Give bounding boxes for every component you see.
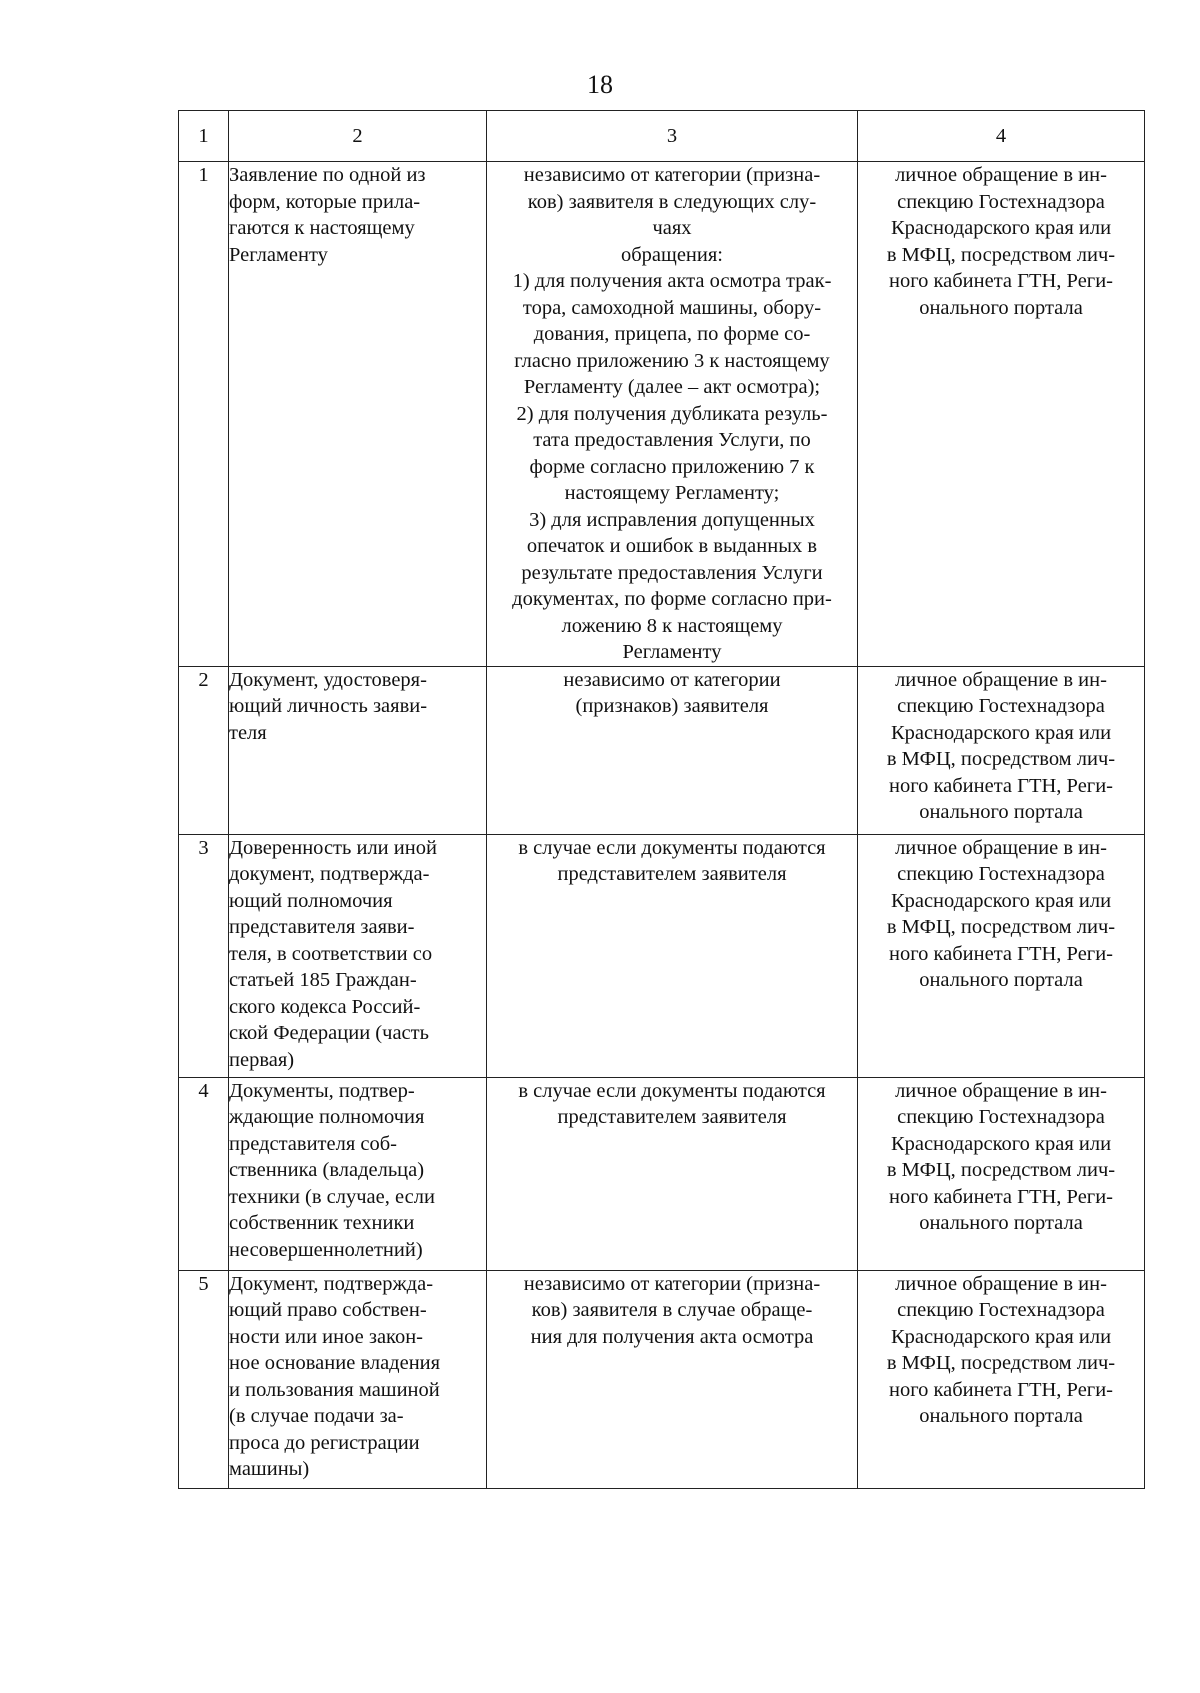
document-line: собственник техники [229,1212,415,1234]
condition-line: дования, прицепа, по форме со- [533,323,811,345]
method-line: в МФЦ, посредством лич- [886,916,1116,938]
condition-line: в случае если документы подаются [518,1079,826,1102]
document-line: статьей 185 Граждан- [229,969,417,991]
document-line: машины) [229,1458,310,1480]
document-line: форм, которые прила- [229,190,421,213]
method-line: ного кабинета ГТН, Реги- [888,270,1113,292]
method-line: спекцию Гостехнадзора [897,695,1105,717]
condition-line: независимо от категории [563,668,781,691]
method-line: ного кабинета ГТН, Реги- [888,942,1113,965]
condition-line: опечаток и ошибок в выданных в [526,535,818,557]
condition-line: 3) для исправления допущенных [529,508,815,531]
condition-line: тора, самоходной машины, обору- [522,296,822,319]
submission-condition-cell [487,162,858,667]
table-row [179,1270,1145,1488]
condition-line: независимо от категории (призна- [523,164,821,186]
submission-method-cell [858,1270,1145,1488]
document-line: проса до регистрации [229,1431,420,1454]
method-line: Краснодарского края или [890,889,1112,912]
document-line: (в случае подачи за- [229,1405,404,1427]
document-line: Регламенту [229,243,328,266]
method-line: спекцию Гостехнадзора [897,1106,1105,1128]
documents-table [178,110,1145,1489]
document-line: ющий полномочия [229,889,393,912]
document-line: Заявление по одной из [229,164,426,186]
document-line: Документ, подтвержда- [229,1272,434,1295]
document-name-cell [229,666,487,834]
method-line: личное обращение в ин- [895,836,1107,859]
document-line: теля, в соответствии со [229,942,433,965]
condition-line: 2) для получения дубликата резуль- [516,402,828,425]
submission-method-cell [858,666,1145,834]
condition-line: ния для получения акта осмотра [530,1325,814,1348]
document-line: представителя заяви- [229,916,415,938]
header-col-4: 4 [858,111,1145,162]
document-name-cell [229,1077,487,1270]
header-col-1: 1 [179,111,229,162]
page-number: 18 [587,70,613,99]
method-line: личное обращение в ин- [895,1272,1107,1295]
method-line: ного кабинета ГТН, Реги- [888,1378,1113,1401]
document-line: Доверенность или иной [229,836,437,859]
condition-line: форме согласно приложению 7 к [529,455,815,478]
method-line: онального портала [919,296,1083,319]
document-line: ющий личность заяви- [229,695,428,717]
condition-line: чаях [652,217,692,239]
table-body [179,162,1145,1489]
document-line: ности или иное закон- [229,1325,424,1348]
table-row [179,666,1145,834]
method-line: личное обращение в ин- [895,1079,1107,1102]
condition-line: Регламенту [622,641,722,663]
submission-method-cell [858,834,1145,1077]
method-line: в МФЦ, посредством лич- [886,1159,1116,1181]
condition-line: настоящему Регламенту; [564,482,780,504]
document-line: Документ, удостоверя- [229,668,427,691]
row-number: 5 [179,1270,229,1488]
method-line: личное обращение в ин- [895,668,1107,691]
document-line: ской Федерации (часть [229,1022,429,1044]
condition-line: тата предоставления Услуги, по [533,429,811,451]
method-line: спекцию Гостехнадзора [897,190,1105,213]
document-line: и пользования машиной [229,1378,440,1401]
method-line: онального портала [919,969,1083,991]
method-line: ного кабинета ГТН, Реги- [888,774,1113,797]
method-line: Краснодарского края или [890,721,1112,744]
method-line: Краснодарского края или [890,1132,1112,1155]
document-name-cell [229,834,487,1077]
condition-line: независимо от категории (призна- [523,1272,821,1295]
condition-line: обращения: [621,243,723,266]
document-line: техники (в случае, если [229,1185,435,1208]
header-col-2: 2 [229,111,487,162]
method-line: Краснодарского края или [890,217,1112,239]
document-line: несовершеннолетний) [229,1238,423,1261]
method-line: в МФЦ, посредством лич- [886,243,1116,266]
submission-method-cell [858,162,1145,667]
document-line: первая) [229,1048,295,1071]
condition-line: представителем заявителя [557,1106,787,1128]
table-row [179,162,1145,667]
condition-line: ков) заявителя в следующих слу- [527,190,817,213]
method-line: онального портала [919,801,1083,823]
method-line: в МФЦ, посредством лич- [886,748,1116,770]
condition-line: результате предоставления Услуги [521,561,823,584]
method-line: личное обращение в ин- [895,164,1107,186]
row-number: 3 [179,834,229,1077]
document-line: документ, подтвержда- [229,863,430,885]
method-line: спекцию Гостехнадзора [897,1299,1105,1321]
document-line: представителя соб- [229,1132,397,1155]
document-line: теля [229,721,267,744]
condition-line: представителем заявителя [557,863,787,885]
submission-method-cell [858,1077,1145,1270]
method-line: онального портала [919,1212,1083,1234]
condition-line: Регламенту (далее – акт осмотра); [523,376,821,398]
submission-condition-cell [487,666,858,834]
row-number: 2 [179,666,229,834]
condition-line: документах, по форме согласно при- [512,588,832,610]
submission-condition-cell [487,834,858,1077]
condition-line: ков) заявителя в случае обраще- [531,1299,813,1321]
document-line: ждающие полномочия [229,1106,425,1128]
table-row [179,1077,1145,1270]
condition-line: (признаков) заявителя [575,695,769,717]
condition-line: 1) для получения акта осмотра трак- [512,270,832,292]
submission-condition-cell [487,1077,858,1270]
condition-line: ложению 8 к настоящему [561,614,783,637]
document-line: ющий право собствен- [229,1299,427,1321]
header-col-3: 3 [487,111,858,162]
method-line: в МФЦ, посредством лич- [886,1352,1116,1374]
row-number: 4 [179,1077,229,1270]
document-line: ского кодекса Россий- [229,995,421,1018]
row-number: 1 [179,162,229,667]
document-line: Документы, подтвер- [229,1079,415,1102]
document-line: ное основание владения [229,1352,441,1374]
table-row [179,834,1145,1077]
method-line: онального портала [919,1405,1083,1427]
document-name-cell [229,162,487,667]
method-line: Краснодарского края или [890,1325,1112,1348]
document-line: гаются к настоящему [229,217,415,239]
condition-line: в случае если документы подаются [518,836,826,859]
method-line: спекцию Гостехнадзора [897,863,1105,885]
method-line: ного кабинета ГТН, Реги- [888,1185,1113,1208]
document-line: ственника (владельца) [229,1159,425,1181]
condition-line: гласно приложению 3 к настоящему [514,349,830,372]
submission-condition-cell [487,1270,858,1488]
table-header-row [179,111,1145,162]
document-name-cell [229,1270,487,1488]
